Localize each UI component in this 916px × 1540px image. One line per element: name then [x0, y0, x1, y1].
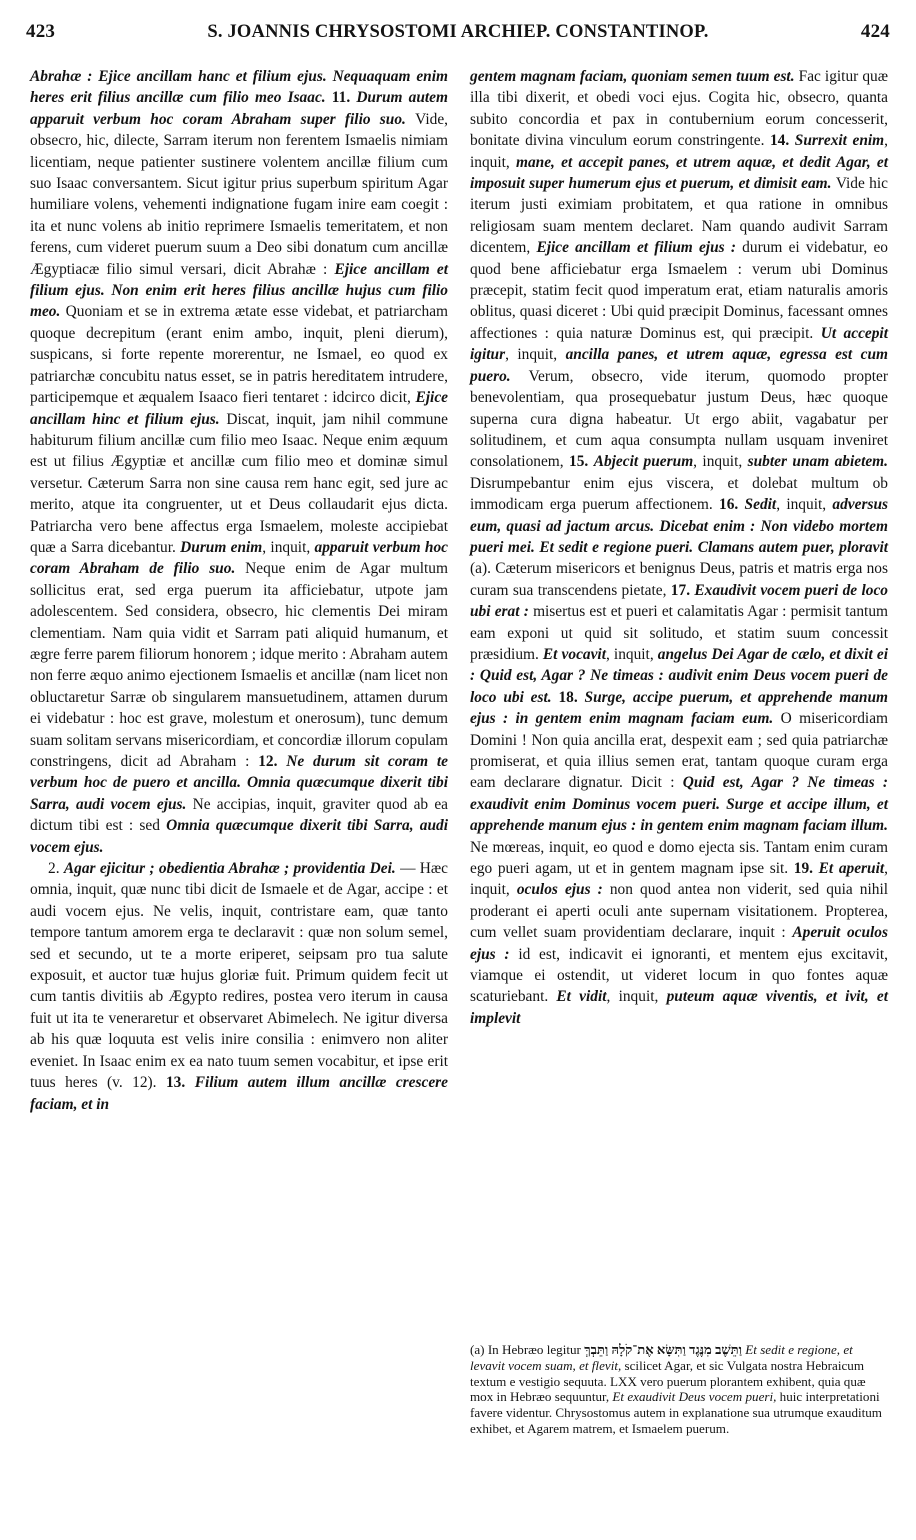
- running-title: S. JOANNIS CHRYSOSTOMI ARCHIEP. CONSTANTINOP.: [207, 21, 709, 42]
- scripture-quote: Durum enim: [180, 538, 263, 556]
- text-segment: Vide, obsecro, hic, dilecte, Sarram iterum non ferentem Ismaelis nimiam licentiam, neque patienter sustinere volentem ancillæ filium cum suo Isaac conversantem. Sicut igitur prius superbum spiritum Agar humiliare volens, vehementi indignatione fugam inire eam coegit : ita et nunc volens ab initio reprimere Ismaelis temeritatem, et non ferens, cum videret puerum suum a Deo sibi donatum cum ancillæ Ægyptiacæ filio simul versari, dicit Abrahæ :: [30, 110, 448, 278]
- page-number-left: 423: [26, 21, 56, 42]
- text-segment: Neque enim de Agar multum sollicitus erat, sed erga puerum ita afficiebatur, utpote jam adolescentem. Sed considera, obsecro, hic clementis Dei miram clementiam. Nam quia vidit et Sarram pati aliquid humanum, et ægre ferre parem filiorum honorem ; idque merito : Abraham autem non ferre æquo animo ejectionem Ismaelis et ancillæ (nam licet non obluctaretur Sarræ ob singularem mansuetudinem, attamen durum ei videbatur : hoc est grave, molestum et onerosum), tunc demum suam solitam servans misericordiam, et concordiæ illorum copulam constringens, dicit ad Abraham :: [30, 560, 448, 770]
- footnote-quote-a: Et sedit e regione, et levavit vocem suam, et flevit,: [470, 1342, 853, 1373]
- scripture-quote: Et vocavit: [542, 645, 606, 663]
- running-header: [26, 10, 890, 54]
- text-segment: Vide hic iterum justi eximiam probitatem, et qua ratione in omnibus religiosam suam mentem declaret. Nam quando audivit Sarram dicentem,: [470, 175, 888, 257]
- page-number-right: 424: [860, 21, 890, 42]
- scripture-quote: Filium autem illum ancillæ crescere faciam, et in: [30, 1074, 448, 1113]
- scripture-quote: gentem magnam faciam, quoniam semen tuum est.: [470, 68, 799, 85]
- text-segment: , inquit,: [505, 346, 566, 364]
- scripture-quote: mane, et accepit panes, et utrem aquæ, et dedit Agar, et imposuit super humerum ejus et puerum, et dimisit eam.: [470, 153, 889, 193]
- text-segment: Verum, obsecro, vide iterum, quomodo propter benevolentiam, qua prosequebatur justum Deus, hæc quoque superna cura digna habeatur. Ut ergo abiit, vagabatur per solitudinem, et cum aqua consumpta nullam usquam inveniret consolationem,: [470, 367, 889, 471]
- verse-number: 12.: [258, 753, 287, 770]
- left-column: [30, 66, 448, 1466]
- verse-number: 13.: [165, 1074, 195, 1092]
- verse-number: 18.: [558, 688, 585, 706]
- scripture-quote: Exaudivit vocem pueri de loco ubi erat :: [470, 581, 888, 621]
- text-segment: Ne mœreas, inquit, eo quod e domo ejecta sis. Tantam enim curam ego pueri agam, ut et in gentem magnam ipse sit.: [470, 838, 888, 878]
- scripture-quote: angelus Dei Agar de cælo, et dixit ei : Quid est, Agar ? Ne timeas : audivit enim Deus vocem pueri de loco ubi est.: [470, 645, 888, 706]
- scripture-quote: Ut accepit igitur: [470, 324, 888, 364]
- right-column: [470, 66, 888, 1446]
- scripture-quote: Quid est, Agar ? Ne timeas : exaudivit enim Dominus vocem pueri. Surge et accipe illum, et apprehende manum ejus : in gentem enim magnam faciam illum.: [470, 774, 888, 835]
- scripture-quote: apparuit verbum hoc coram Abraham de filio suo.: [30, 538, 448, 578]
- text-segment: id est, indicavit ei ignoranti, et mentem ejus excitavit, viamque ei ostendit, ut videret locum in quo fontes aquæ scaturiebant.: [470, 945, 888, 1006]
- scripture-quote: ancilla panes, et utrem aquæ, egressa est cum puero.: [470, 346, 888, 385]
- scripture-quote: Abjecit puerum: [593, 453, 694, 471]
- scripture-quote: Et vidit: [556, 988, 607, 1006]
- footnote-quote-c: Et exaudivit Deus vocem pueri,: [612, 1389, 777, 1405]
- verse-number: 16.: [719, 496, 745, 514]
- scripture-quote: Aperuit oculos ejus :: [470, 924, 888, 963]
- footnote-text-b: scilicet Agar, et sic Vulgata nostra Hebraicum textum e vestigio sequuta. LXX vero puerum plorantem exhibent, quia quæ mox in Hebræo sequuntur,: [470, 1357, 866, 1405]
- text-segment: , inquit,: [776, 496, 833, 514]
- text-segment: , inquit,: [605, 645, 658, 663]
- scripture-quote: Sedit: [744, 496, 777, 514]
- text-segment: Quoniam et se in extrema ætate esse videbat, et patriarcham quoque decrepitum (erant enim ambo, inquit, pleni dierum), suspicans, si forte repente morerentur, ne Ismael, eo quod ex patriarchæ concubitu natus esset, se in patris hereditatem intrudere, participemque et æqualem Isaaco fieri tentaret : idcirco dicit,: [30, 303, 448, 407]
- scripture-quote: Durum autem apparuit verbum hoc coram Abraham super filio suo.: [30, 89, 448, 128]
- text-segment: misertus est et pueri et calamitatis Agar : permisit tantum eam exponi ut quid sit solitudo, et statim suum concessit præsidium.: [470, 603, 888, 663]
- verse-number: 19.: [793, 860, 819, 878]
- verse-number: 14.: [769, 132, 795, 150]
- text-segment: , inquit,: [262, 538, 315, 556]
- footnote-hebrew: וַתֵּשֶׁב מִנֶּגֶד וַתִּשָּׂא אֶת־קֹלָהּ וַתֵּבְךְּ: [584, 1342, 742, 1357]
- text-segment: Ne accipias, inquit, graviter quod ab ea dictum tibi est : sed: [30, 795, 448, 835]
- text-segment: O misericordiam Domini ! Non quia ancilla erat, despexit eam ; sed quia patriarchæ promiserat, et quia illius semen erat, tantam quoque curam erga eam declarare dignatur. Dicit :: [470, 710, 889, 792]
- text-segment: , inquit,: [470, 860, 889, 899]
- footnote-lead: In Hebræo legitur: [484, 1342, 585, 1357]
- footnote-text-d: huic interpretationi favere videntur. Chrysostomus autem in explanatione sua utrumque exauditum exhibet, et Agarem matrem, et Ismaelem puerum.: [470, 1389, 882, 1436]
- text-segment: Disrumpebantur enim ejus viscera, et dolebat multum ob immodicam erga puerum affectionem.: [470, 474, 888, 514]
- scripture-quote: Surge, accipe puerum, et apprehende manum ejus : in gentem enim magnam faciam eum.: [470, 688, 888, 728]
- text-segment: durum ei videbatur, eo quod bene afficiebatur erga Ismaelem : verum ubi Dominus præcepit, statim fecit quod imperatum erat, etiam naturalis amoris oblitus, quasi diceret : Ubi quid præcipit Dominus, facessant omnes affectiones : quia naturæ Dominus est, qui præcipit.: [470, 239, 888, 342]
- paragraph: [30, 66, 448, 858]
- paragraph: [470, 66, 888, 1029]
- scripture-quote: puteum aquæ viventis, et ivit, et implevit: [470, 988, 888, 1027]
- text-segment: 2.: [48, 860, 64, 878]
- scripture-quote: Abrahæ : Ejice ancillam hanc et filium ejus. Nequaquam enim heres erit filius ancillæ cum filio meo Isaac.: [30, 68, 448, 107]
- scripture-quote: Ejice ancillam hinc et filium ejus.: [30, 389, 448, 428]
- text-segment: , inquit,: [470, 132, 888, 171]
- text-segment: — Hæc omnia, inquit, quæ nunc tibi dicit de Ismaele et de Agar, accipe : et audi vocem ejus. Ne velis, inquit, contristare eam, quæ tanto tempore tantum amorem erga te declaravit : quæ non solum semel, sed et secundo, ut te a morte eriperet, seipsam pro tua salute exposuit, et auctor tuæ hujus gloriæ fuit. Primum quidem fecit ut cum tantis divitiis ab Ægypto redires, postea vero iterum in causa fuit ut ita te veneraretur et observaret Abimelech. Ne igitur diversa ab his quæ loquuta est velis inire consilia : enimvero non aliter eveniet. In Isaac enim ex ea nato tuum semen vocabitur, et ipse erit tuus heres (v. 12).: [30, 860, 448, 1092]
- scripture-quote: Et aperuit: [818, 860, 885, 878]
- footnote-marker: (a): [470, 1342, 485, 1357]
- text-segment: non quod antea non viderit, sed quia nihil proderant ei aperti oculi ante supernam visitationem. Propterea, cum vellet suam providentiam declarare, inquit :: [470, 881, 888, 942]
- scripture-quote: Agar ejicitur ; obedientia Abrahæ ; providentia Dei.: [63, 860, 396, 878]
- verse-number: 17.: [670, 581, 695, 599]
- scripture-quote: Ejice ancillam et filium ejus. Non enim erit heres filius ancillæ hujus cum filio meo.: [30, 260, 448, 321]
- verse-number: 15.: [569, 453, 594, 471]
- scripture-quote: Omnia quæcumque dixerit tibi Sarra, audi vocem ejus.: [30, 817, 448, 856]
- scripture-quote: adversus eum, quasi ad jactum arcus. Dicebat enim : Non videbo mortem pueri mei. Et sedit e regione pueri. Clamans autem puer, ploravit: [470, 496, 888, 556]
- text-segment: Discat, inquit, jam nihil commune habiturum filium ancillæ cum filio meo Isaac. Neque enim æquum est ut filius Ægyptiæ et ancillæ cum filio meo et dominæ simul versetur. Cæterum Sarra non sine causa rem hanc egit, sed jure ac merito, atque ita congruenter, ut et Deus collaudarit ejus dicta. Patriarcha vero bene affectus erga Ismaelem, moleste accipiebat quæ a Sarra dicebantur.: [30, 410, 449, 556]
- paragraph: [30, 858, 448, 1115]
- verse-number: 11.: [331, 89, 357, 107]
- scripture-quote: Ejice ancillam et filium ejus :: [536, 239, 743, 257]
- text-segment: , inquit,: [606, 988, 667, 1006]
- footnote: [470, 1342, 888, 1437]
- scripture-quote: Ne durum sit coram te verbum hoc de puero et ancilla. Omnia quæcumque dixerit tibi Sarra, audi vocem ejus.: [30, 753, 448, 813]
- text-segment: (a). Cæterum misericors et benignus Deus, patris et matris erga nos curam sua transcendens pietate,: [470, 560, 888, 599]
- text-segment: Fac igitur quæ illa tibi dixerit, et obedi voci ejus. Cogita hic, obsecro, quanta subito concordia et pax in contubernium eorum concesserit, bonitate divina vinculum eorum constringente.: [470, 68, 889, 150]
- scripture-quote: oculos ejus :: [516, 881, 610, 899]
- text-segment: , inquit,: [693, 453, 748, 471]
- scripture-quote: subter unam abietem.: [747, 453, 889, 471]
- scripture-quote: Surrexit enim: [794, 132, 885, 150]
